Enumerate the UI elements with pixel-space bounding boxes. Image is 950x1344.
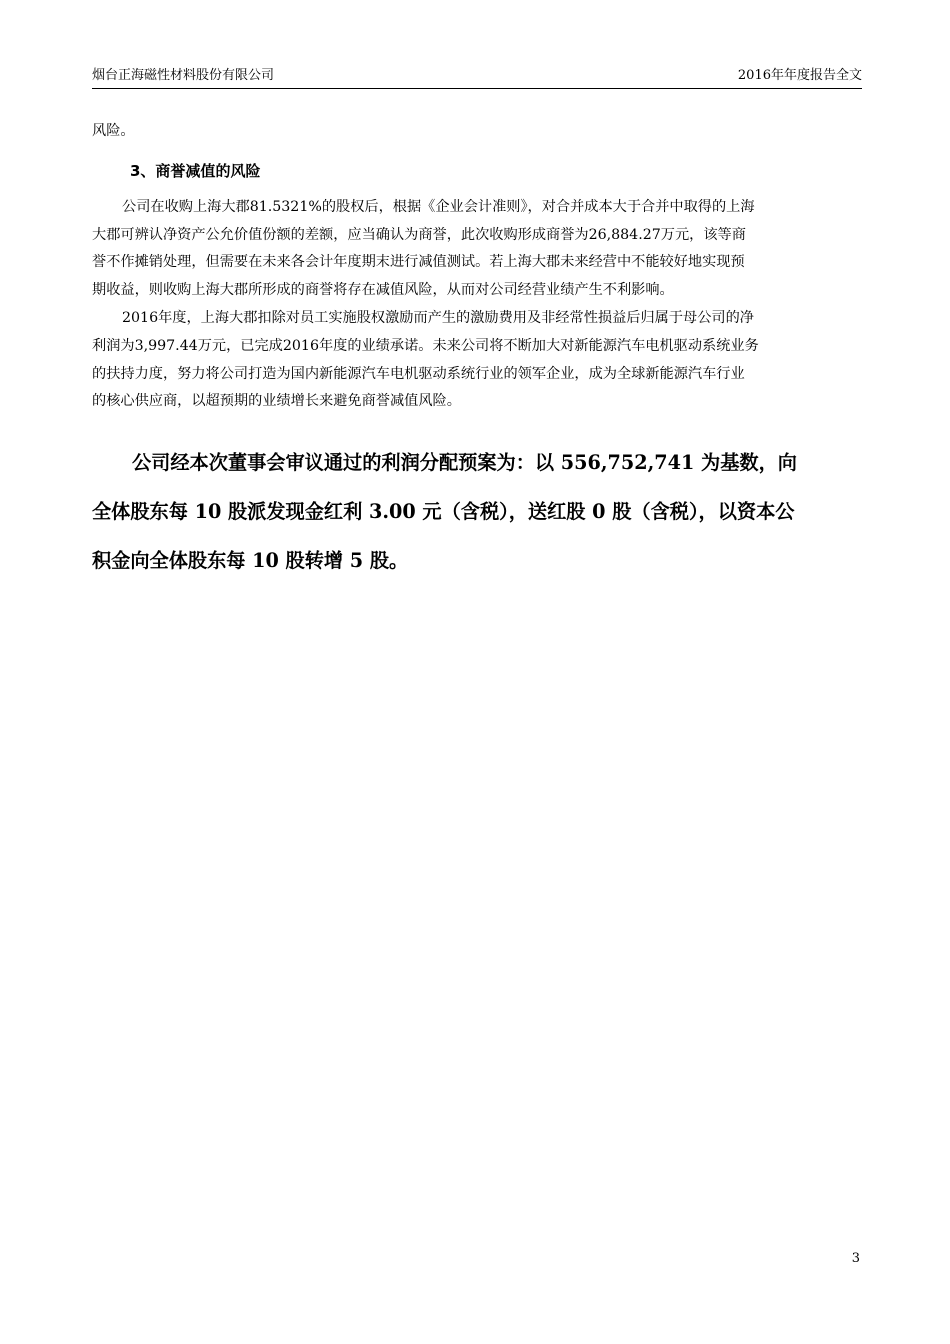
- carryover-text: 风险。: [92, 123, 135, 139]
- header-company-name: 烟台正海磁性材料股份有限公司: [92, 68, 275, 83]
- page-header: [92, 64, 862, 89]
- page-number: 3: [851, 1251, 860, 1266]
- dividend-line: 积金向全体股东每 10 股转增 5 股。: [92, 549, 409, 573]
- paragraph-line: 的核心供应商，以超预期的业绩增长来避免商誉减值风险。: [92, 393, 461, 410]
- paragraph-line: 2016年度，上海大郡扣除对员工实施股权激励而产生的激励费用及非经常性损益后归属于母公司的净: [122, 309, 754, 326]
- paragraph-line: 公司在收购上海大郡81.5321%的股权后，根据《企业会计准则》，对合并成本大于合并中取得的上海: [122, 198, 755, 215]
- paragraph-line: 的扶持力度，努力将公司打造为国内新能源汽车电机驱动系统行业的领军企业，成为全球新能源汽车行业: [92, 365, 745, 382]
- dividend-line: 全体股东每 10 股派发现金红利 3.00 元（含税），送红股 0 股（含税），以资本公: [92, 500, 795, 524]
- paragraph-line: 大郡可辨认净资产公允价值份额的差额，应当确认为商誉，此次收购形成商誉为26,884.27万元，该等商: [92, 226, 746, 243]
- paragraph-performance-commitment: [92, 305, 862, 416]
- paragraph-goodwill-acquisition: [92, 194, 862, 305]
- paragraph-line: 利润为3,997.44万元，已完成2016年度的业绩承诺。未来公司将不断加大对新能源汽车电机驱动系统业务: [92, 337, 759, 354]
- section-heading-goodwill-risk: 3、商誉减值的风险: [130, 161, 261, 180]
- paragraph-line: 誉不作摊销处理，但需要在未来各会计年度期末进行减值测试。若上海大郡未来经营中不能较好地实现预: [92, 254, 745, 271]
- profit-distribution-plan: [92, 438, 862, 585]
- dividend-line: 公司经本次董事会审议通过的利润分配预案为：以 556,752,741 为基数，向: [132, 451, 797, 475]
- document-body: [92, 118, 862, 585]
- header-report-title: 2016年年度报告全文: [737, 68, 862, 83]
- paragraph-line: 期收益，则收购上海大郡所形成的商誉将存在减值风险，从而对公司经营业绩产生不利影响。: [92, 282, 674, 299]
